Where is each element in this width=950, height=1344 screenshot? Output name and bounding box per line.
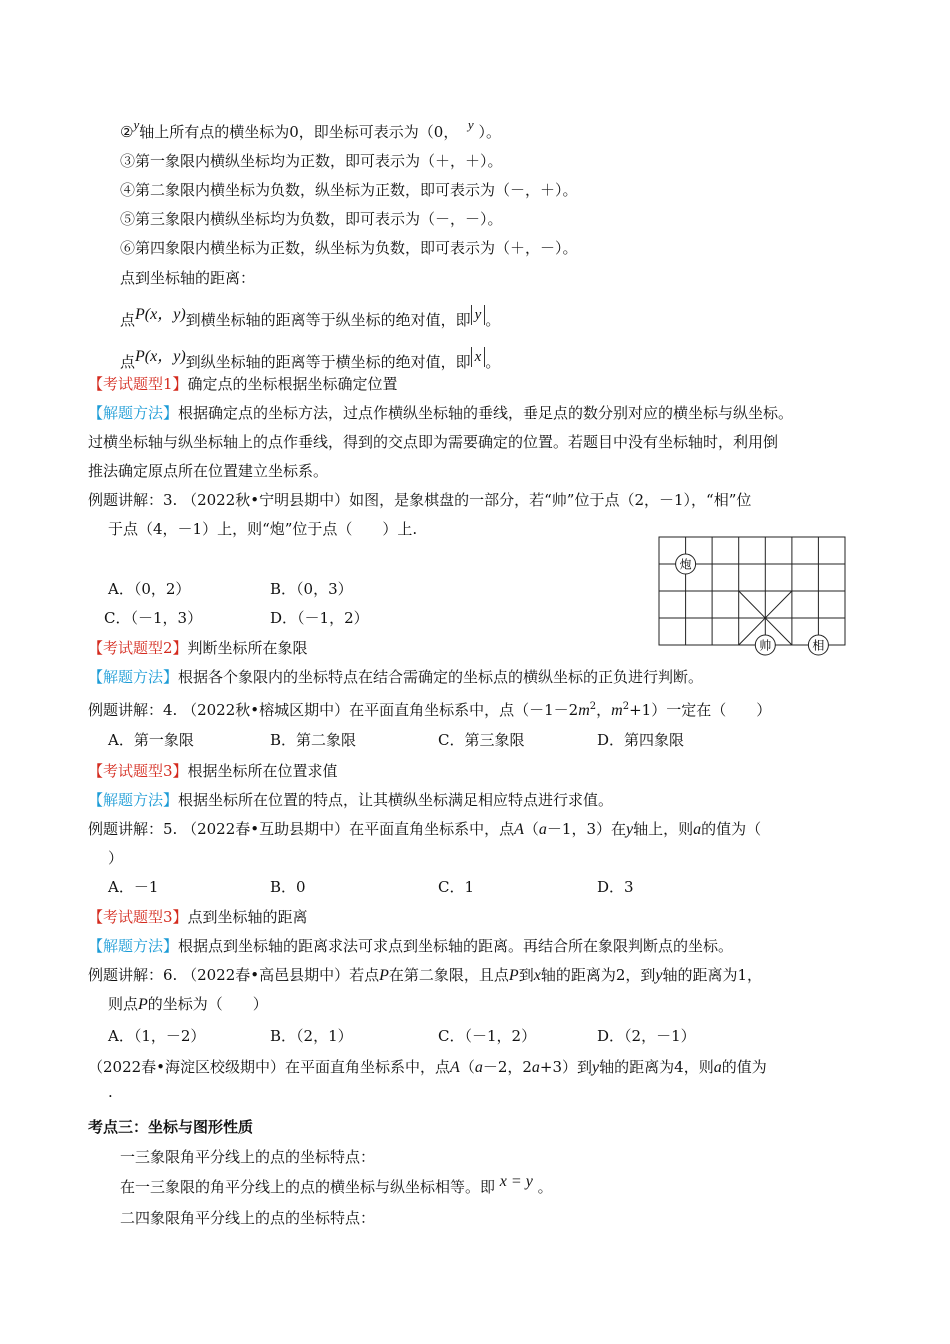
var-y: y <box>467 117 474 132</box>
type2-option-a: A．第一象限 <box>108 731 194 749</box>
type3-heading: 【考试题型3】根据坐标所在位置求值 <box>88 762 338 780</box>
distance-x-axis: 点P(x，y)到横坐标轴的距离等于纵坐标的绝对值，即 y 。 <box>120 306 501 329</box>
point-p: P(x，y) <box>135 348 186 365</box>
type1-option-d: D．（－1，2） <box>270 609 369 627</box>
section3-title: 考点三：坐标与图形性质 <box>88 1118 254 1136</box>
abs-x: x <box>471 347 486 367</box>
type3-option-a: A．－1 <box>108 878 159 896</box>
type3-option-c: C．1 <box>438 878 475 896</box>
type2-option-c: C．第三象限 <box>438 731 525 749</box>
type3-option-d: D．3 <box>597 878 634 896</box>
type1-method-1: 【解题方法】根据确定点的坐标方法，过点作横纵坐标轴的垂线，垂足点的数分别对应的横坐标与纵坐标。 <box>88 404 794 422</box>
section3-line2: 在一三象限的角平分线上的点的横坐标与纵坐标相等。即 x = y 。 <box>120 1173 553 1196</box>
item-2: ②y轴上所有点的横坐标为0，即坐标可表示为（0， y ）。 <box>120 117 501 141</box>
section3-line1: 一三象限角平分线上的点的坐标特点： <box>120 1148 376 1166</box>
type3-example-1: 例题讲解：5. （2022春•互助县期中）在平面直角坐标系中，点A（a－1，3）在y轴上，则a的值为（ <box>88 820 762 838</box>
type4-example-2: 则点P的坐标为（ ） <box>108 995 268 1013</box>
svg-text:相: 相 <box>812 638 825 653</box>
type1-method-2: 过横坐标轴与纵坐标轴上的点作垂线，得到的交点即为需要确定的位置。若题目中没有坐标轴时，利用倒 <box>88 433 779 451</box>
piece-pao <box>676 554 696 574</box>
equation-x-eq-y: x = y <box>499 1173 533 1190</box>
type2-option-b: B．第二象限 <box>270 731 357 749</box>
type3-option-b: B．0 <box>270 878 306 896</box>
piece-xiang <box>808 635 828 655</box>
chess-board-figure <box>658 536 848 656</box>
type4-option-d: D．（2，－1） <box>597 1027 696 1045</box>
item-4: ④第二象限内横坐标为负数，纵坐标为正数，即可表示为（－，＋）。 <box>120 181 578 199</box>
type4-example-1: 例题讲解：6. （2022春•高邑县期中）若点P在第二象限，且点P到x轴的距离为2，到y轴的距离为1， <box>88 966 763 984</box>
type2-option-d: D．第四象限 <box>597 731 685 749</box>
type1-option-b: B．（0，3） <box>270 580 353 598</box>
svg-text:炮: 炮 <box>679 557 692 572</box>
type1-example-2: 于点（4，－1）上，则“炮”位于点（ ）上. <box>108 520 418 538</box>
type3-example-2: ） <box>108 849 124 867</box>
item-5: ⑤第三象限内横纵坐标均为负数，即可表示为（－，－）。 <box>120 210 503 228</box>
type4-extra-1: （2022春•海淀区校级期中）在平面直角坐标系中，点A（a－2，2a+3）到y轴的距离为4，则a的值为 <box>88 1058 767 1076</box>
distance-y-axis: 点P(x，y)到纵坐标轴的距离等于横坐标的绝对值，即 x 。 <box>120 348 501 371</box>
type1-option-a: A．（0，2） <box>108 580 191 598</box>
type1-method-3: 推法确定原点所在位置建立坐标系。 <box>88 462 329 480</box>
item-3: ③第一象限内横纵坐标均为正数，即可表示为（＋，＋）。 <box>120 152 503 170</box>
var-y: y <box>133 117 140 132</box>
type2-method: 【解题方法】根据各个象限内的坐标特点在结合需确定的坐标点的横纵坐标的正负进行判断。 <box>88 668 704 686</box>
type1-example-1: 例题讲解：3. （2022秋•宁明县期中）如图，是象棋盘的一部分，若“帅”位于点（2，－1），“相”位 <box>88 491 752 509</box>
type2-heading: 【考试题型2】判断坐标所在象限 <box>88 639 308 657</box>
type1-heading: 【考试题型1】确定点的坐标根据坐标确定位置 <box>88 375 398 393</box>
distance-title: 点到坐标轴的距离： <box>120 269 256 287</box>
type4-option-a: A．（1，－2） <box>108 1027 206 1045</box>
type4-heading: 【考试题型3】点到坐标轴的距离 <box>88 908 308 926</box>
type4-method: 【解题方法】根据点到坐标轴的距离求法可求点到坐标轴的距离。再结合所在象限判断点的坐标。 <box>88 937 734 955</box>
board-grid <box>659 537 845 645</box>
section3-line3: 二四象限角平分线上的点的坐标特点： <box>120 1209 376 1227</box>
type4-option-b: B．（2，1） <box>270 1027 353 1045</box>
abs-y: y <box>471 305 486 325</box>
type2-example: 例题讲解：4. （2022秋•榕城区期中）在平面直角坐标系中，点（$-1-2m^2$，$m^2+1$）一定在（ ） <box>88 701 772 719</box>
type4-option-c: C．（－1，2） <box>438 1027 537 1045</box>
type1-option-c: C．（－1，3） <box>104 609 203 627</box>
point-p: P(x，y) <box>135 306 186 323</box>
item-6: ⑥第四象限内横坐标为正数，纵坐标为负数，即可表示为（＋，－）。 <box>120 239 578 257</box>
svg-text:帅: 帅 <box>759 638 772 653</box>
type3-method: 【解题方法】根据坐标所在位置的特点，让其横纵坐标满足相应特点进行求值。 <box>88 791 614 809</box>
type4-extra-2: . <box>108 1083 113 1101</box>
piece-shuai <box>755 635 775 655</box>
